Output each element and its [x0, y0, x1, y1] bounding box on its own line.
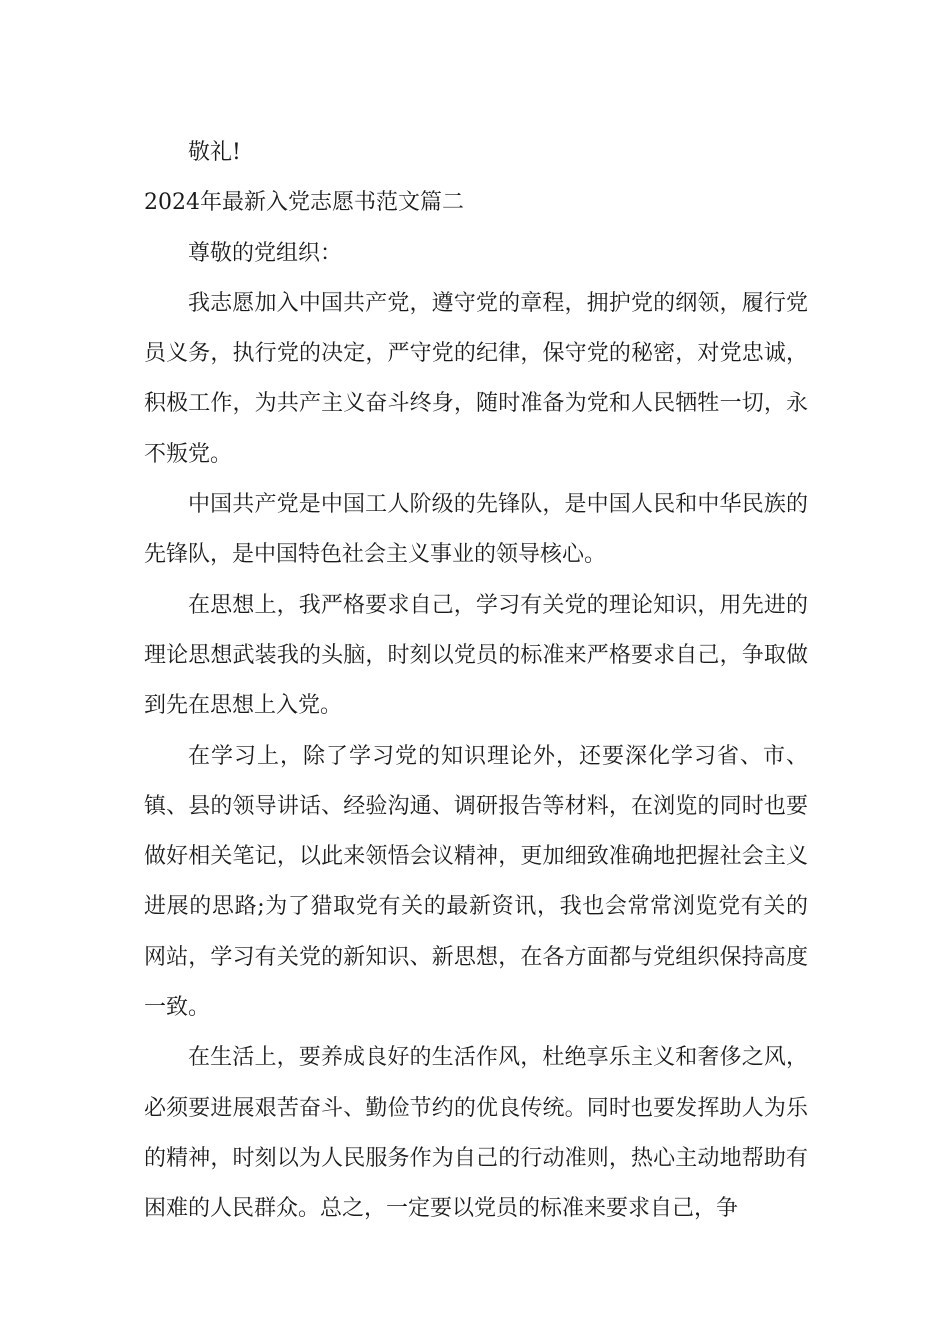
salutation: 尊敬的党组织： [188, 240, 343, 266]
section-heading: 2024年最新入党志愿书范文篇二 [144, 190, 464, 216]
paragraph-party-nature: 中国共产党是中国工人阶级的先锋队，是中国人民和中华民族的先锋队，是中国特色社会主义事业的领导核心。 [144, 492, 808, 568]
paragraph-pledge: 我志愿加入中国共产党，遵守党的章程，拥护党的纲领，履行党员义务，执行党的决定，严守党的纪律，保守党的秘密，对党忠诚，积极工作，为共产主义奋斗终身，随时准备为党和人民牺牲一切，永不叛党。 [144, 290, 808, 467]
document-body [144, 128, 808, 1235]
paragraph-ideology: 在思想上，我严格要求自己，学习有关党的理论知识，用先进的理论思想武装我的头脑，时刻以党员的标准来严格要求自己，争取做到先在思想上入党。 [144, 592, 808, 719]
paragraph-study: 在学习上，除了学习党的知识理论外，还要深化学习省、市、镇、县的领导讲话、经验沟通、调研报告等材料，在浏览的同时也要做好相关笔记，以此来领悟会议精神，更加细致准确地把握社会主义进展的思路;为了猎取党有关的最新资讯，我也会常常浏览党有关的网站，学习有关党的新知识、新思想，在各方面都与党组织保持高度一致。 [144, 743, 808, 1021]
paragraph-life: 在生活上，要养成良好的生活作风，杜绝享乐主义和奢侈之风，必须要进展艰苦奋斗、勤俭节约的优良传统。同时也要发挥助人为乐的精神，时刻以为人民服务作为自己的行动准则，热心主动地帮助有困难的人民群众。总之，一定要以党员的标准来要求自己，争 [144, 1045, 808, 1222]
closing-line: 敬礼! [188, 140, 241, 165]
